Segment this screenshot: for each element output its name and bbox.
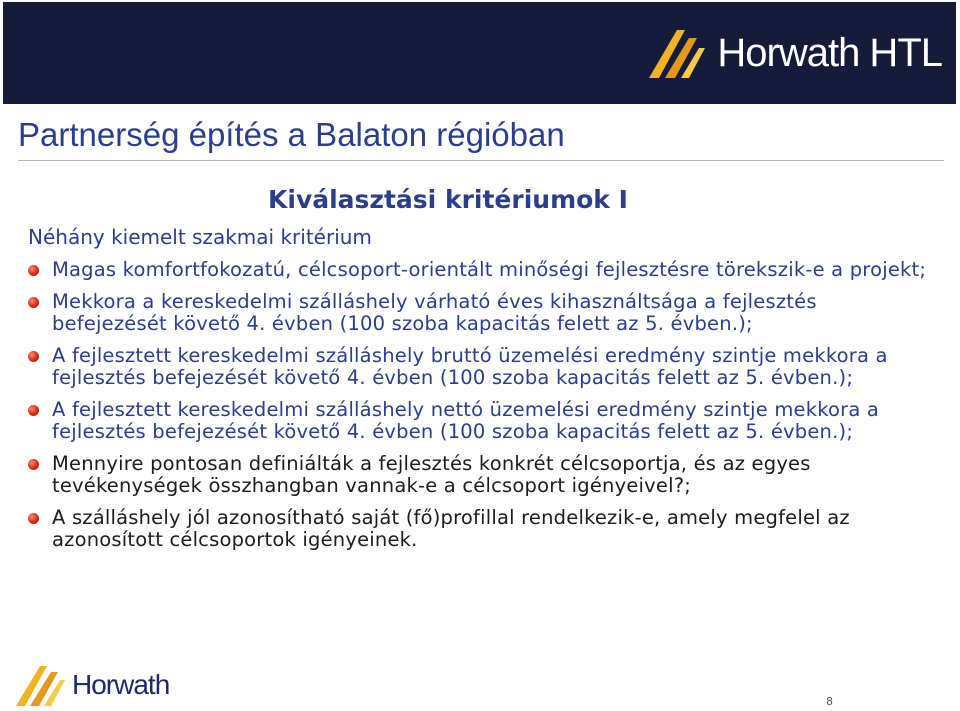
brand-logo [647,28,942,78]
header-bar [3,2,956,104]
bullet-text: Magas komfortfokozatú, célcsoport-orientált minőségi fejlesztésre törekszik-e a projekt; [52,258,927,281]
bullet-text: Mekkora a kereskedelmi szálláshely várható éves kihasználtsága a fejlesztés befejezését követő 4. évben (100 szoba kapacitás felett az 5. évben.); [52,290,817,335]
list-item [28,291,933,335]
bullet-dot-icon [28,513,39,524]
list-item [28,453,933,497]
footer-logo [14,664,169,706]
bullet-dot-icon [28,265,39,276]
list-item [28,345,933,389]
bullet-text: Mennyire pontosan definiálták a fejlesztés konkrét célcsoportja, és az egyes tevékenységek összhangban vannak-e a célcsoport igényeivel?; [52,452,811,497]
title-divider [18,160,944,161]
bullet-text: A fejlesztett kereskedelmi szálláshely bruttó üzemelési eredmény szintje mekkora a fejlesztés befejezését követő 4. évben (100 szoba kapacitás felett az 5. évben.); [52,344,888,389]
criteria-list [28,259,933,561]
bullet-text: A szálláshely jól azonosítható saját (fő)profillal rendelkezik-e, amely megfelel az azonosított célcsoportok igényeinek. [52,506,850,551]
bullet-dot-icon [28,297,39,308]
slide-title: Partnerség építés a Balaton régióban [18,116,565,153]
horwath-chevron-logo-icon [647,28,711,78]
bullet-dot-icon [28,405,39,416]
bullet-dot-icon [28,459,39,470]
footer-brand-name: Horwath [72,669,170,700]
list-item [28,399,933,443]
bullet-text: A fejlesztett kereskedelmi szálláshely nettó üzemelési eredmény szintje mekkora a fejlesztés befejezését követő 4. évben (100 szoba kapacitás felett az 5. évben.); [52,398,880,443]
brand-name: Horwath HTL [717,31,942,75]
section-heading: Néhány kiemelt szakmai kritérium [28,225,372,249]
slide-subtitle: Kiválasztási kritériumok I [268,185,628,214]
horwath-chevron-logo-icon [14,664,70,706]
list-item [28,259,933,281]
bullet-dot-icon [28,351,39,362]
list-item [28,507,933,551]
page-number: 8 [826,695,833,708]
